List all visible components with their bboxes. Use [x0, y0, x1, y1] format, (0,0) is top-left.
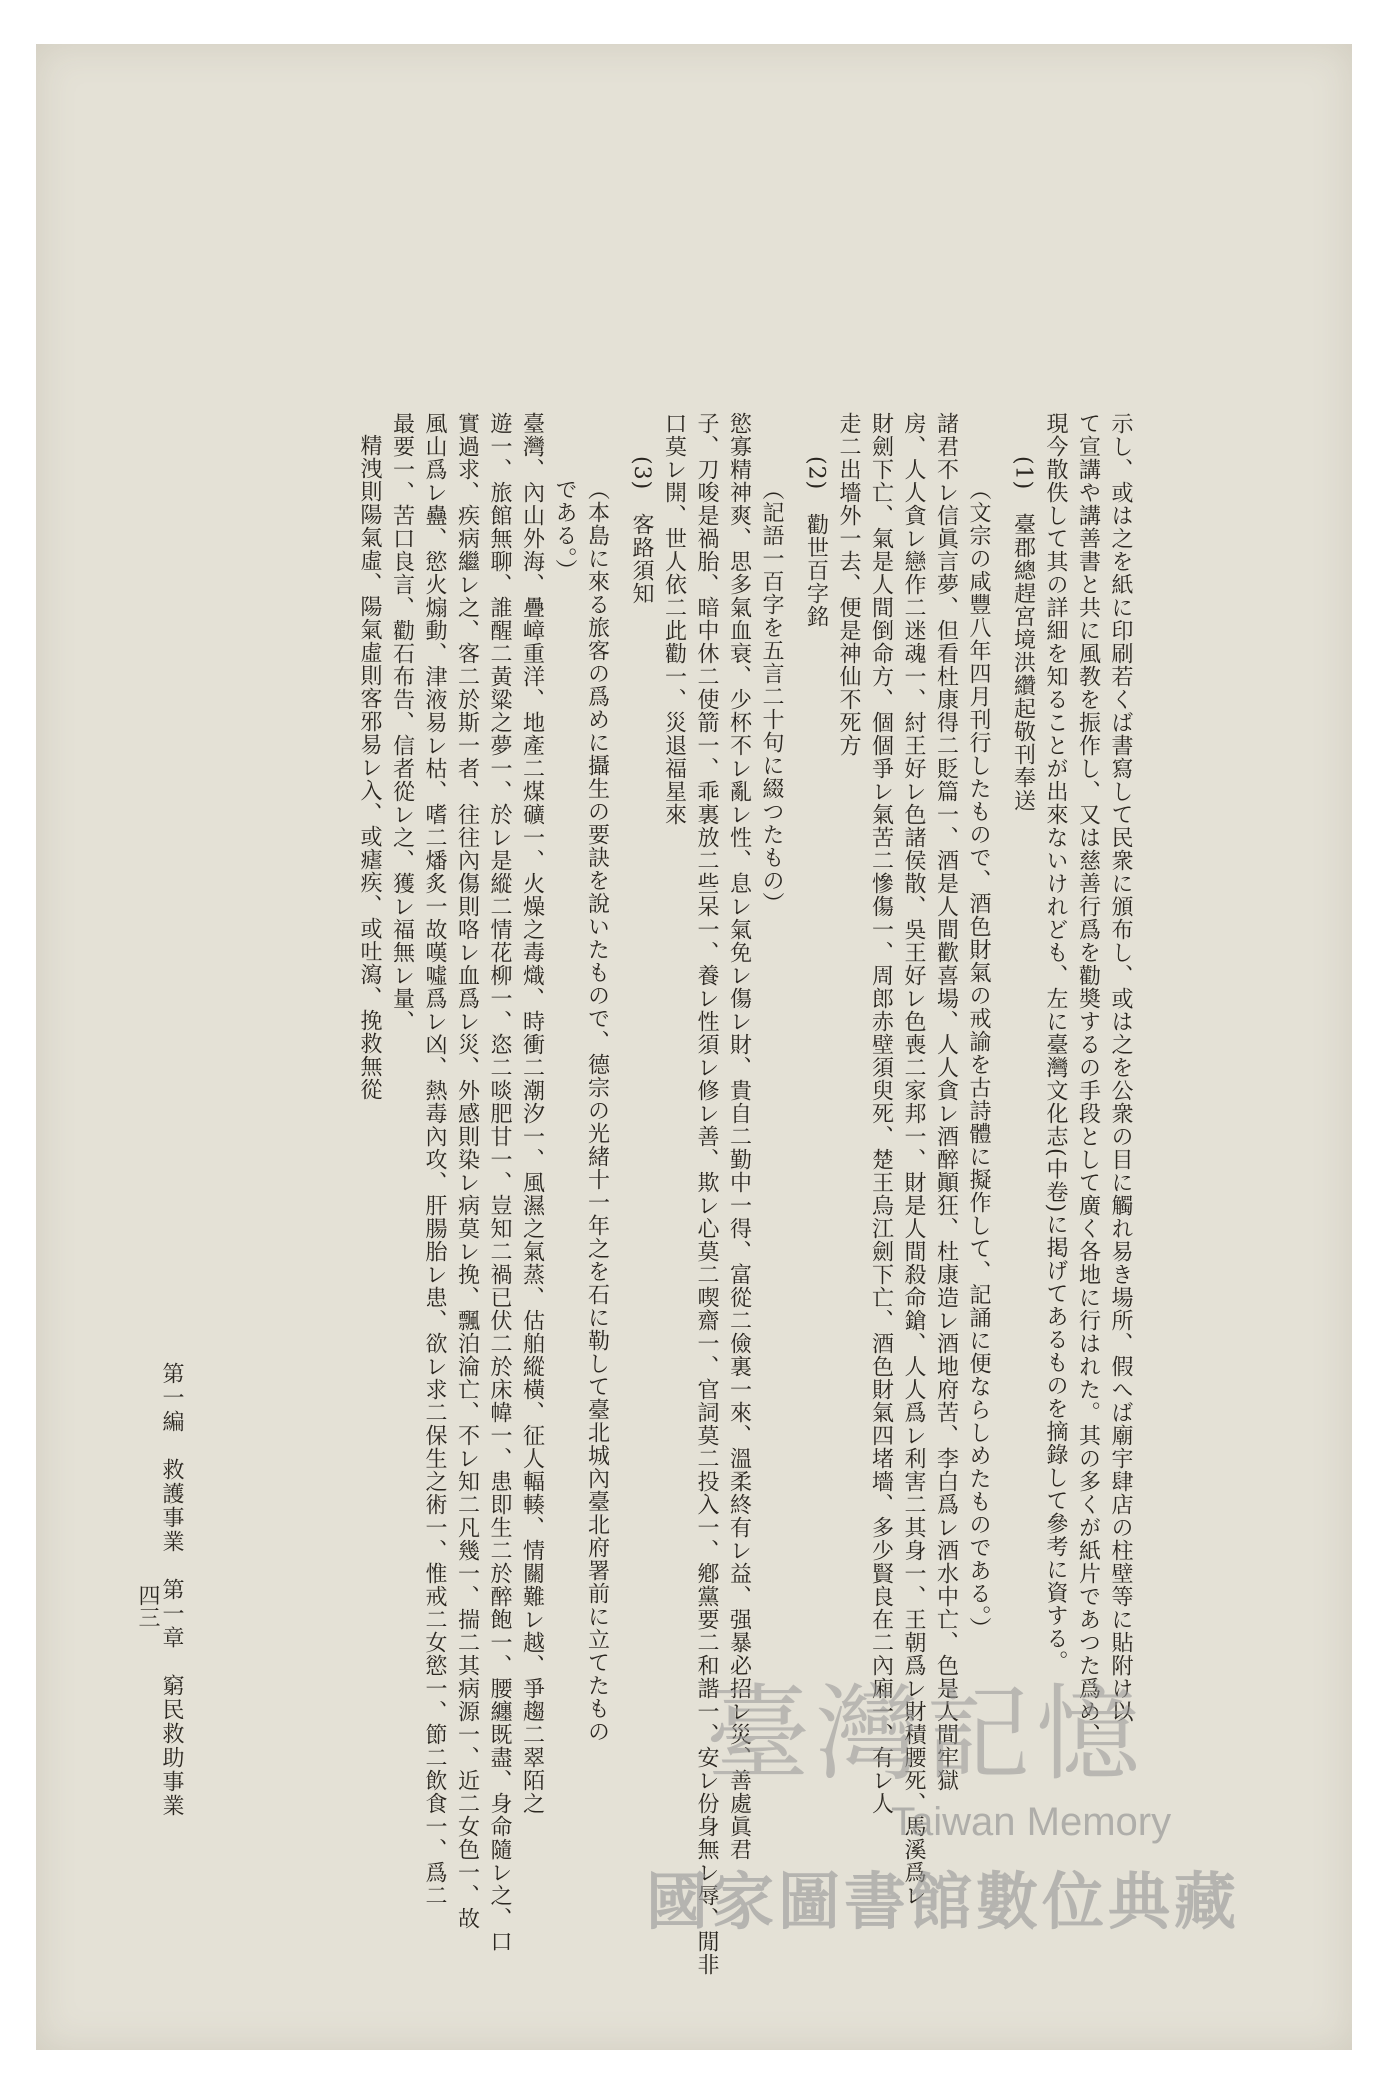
text-column: （本島に來る旅客の爲めに攝生の要訣を說いたもので、德宗の光緒十一年之を石に勒して臺北城內臺北府署前に立てたもの	[584, 478, 610, 1743]
text-column: 示し、或は之を紙に印刷若くば書寫して民衆に頒布し、或は之を公衆の目に觸れ易き場所、假へば廟宇肆店の柱壁等に貼附け以	[1108, 412, 1133, 1723]
text-column: 風山爲レ蠱、慾火煽動、津液易レ枯、嗜二燔炙一故嘆噓爲レ凶、熱毒內攻、肝腸胎レ患、欲レ求二保生之術一、惟戒二女慾一、節二飲食一、爲二	[422, 412, 447, 1907]
section-heading: (1) 臺郡總趕宮境洪纘起敬刊奉送	[1010, 456, 1036, 813]
text-column: 臺灣、內山外海、疊嶂重洋、地產二煤礦一、火燥之毒熾、時衝二潮汐一、風濕之氣蒸、估舶縱橫、征人輻輳、情關難レ越、爭趨二翠陌之	[519, 412, 545, 1815]
text-column: 精洩則陽氣虛、陽氣虛則客邪易レ入、或瘧疾、或吐瀉、挽救無從	[357, 434, 382, 1101]
text-column: 走二出墻外一去、便是神仙不死方	[836, 412, 861, 757]
watermark-english: Taiwan Memory	[891, 1800, 1172, 1844]
text-column: 諸君不レ信眞言夢、但看杜康得二貶篇一、酒是人間歡喜場、人人貪レ酒醉顚狂、杜康造レ酒地府苦、李白爲レ酒水中亡、色是人間牢獄	[933, 412, 959, 1792]
section-heading: (3) 客路須知	[629, 456, 654, 606]
text-column: 實過求、疾病繼レ之、客二於斯一者、往往內傷則咯レ血爲レ災、外感則染レ病莫レ挽、飄泊淪亡、不レ知二凡幾一、揣二其病源一、近二女色一、故	[454, 412, 480, 1930]
page-number: 四三	[135, 1584, 160, 1628]
section-heading: (2) 勸世百字銘	[803, 456, 829, 629]
text-column: 慾寡精神爽、思多氣血衰、少杯不レ亂レ性、息レ氣免レ傷レ財、貴自二勤中一得、富從二儉裏一來、溫柔終有レ益、强暴必招レ災、善處眞君	[726, 412, 752, 1861]
text-column: て宣講や講善書と共に風教を振作し、又は慈善行爲を勸奬するの手段として廣く各地に行はれた。其の多くが紙片であつた爲め、	[1075, 412, 1101, 1746]
text-column: 現今散佚して其の詳細を知ることが出來ないけれども、左に臺灣文化志(中卷)に掲げてあるものを摘錄して參考に資する。	[1043, 412, 1068, 1674]
text-column: 房、人人貪レ戀作二迷魂一、紂王好レ色諸侯散、吳王好レ色喪二家邦一、財是人間殺命鎗、人人爲レ利害二其身一、王朝爲レ財積腰死、馬溪爲レ	[901, 412, 926, 1907]
watermark	[646, 1650, 1306, 1950]
text-column: 最要一、苦口良言、勸石布告、信者從レ之、獲レ福無レ量、	[389, 412, 415, 1033]
watermark-logo: 臺灣記憶	[706, 1673, 1147, 1795]
text-column: 遊一、旅館無聊、誰醒二黃粱之夢一、於レ是縱二情花柳一、恣二啖肥甘一、豈知二禍已伏二於床幃一、患即生二於醉飽一、腰纏既盡、身命隨レ之、口	[487, 412, 512, 1953]
text-column: 財劍下亡、氣是人間倒命方、個個爭レ氣苦二慘傷一、周郎赤壁須臾死、楚王烏江劍下亡、酒色財氣四堵墻、多少賢良在二內廂一、有レ人	[868, 412, 894, 1815]
text-column: 口莫レ開、世人依二此勸一、災退福星來	[661, 412, 687, 826]
text-column: （文宗の咸豐八年四月刊行したもので、酒色財氣の戒諭を古詩體に擬作して、記誦に便ならしめたものである。）	[966, 478, 991, 1640]
text-column: 子、刀唆是禍胎、暗中休二使箭一、乖裏放二些呆一、養レ性須レ修レ善、欺レ心莫二喫齋一、官詞莫二投入一、鄕黨要二和諧一、安レ份身無レ辱、閒非	[694, 412, 719, 1976]
text-column: である。）	[552, 478, 577, 582]
text-column: （記語一百字を五言二十句に綴つたもの）	[759, 478, 784, 915]
watermark-chinese: 國家圖書館數位典藏	[646, 1865, 1241, 1938]
running-footer: 第一編 救護事業 第一章 窮民救助事業	[159, 1362, 184, 1818]
